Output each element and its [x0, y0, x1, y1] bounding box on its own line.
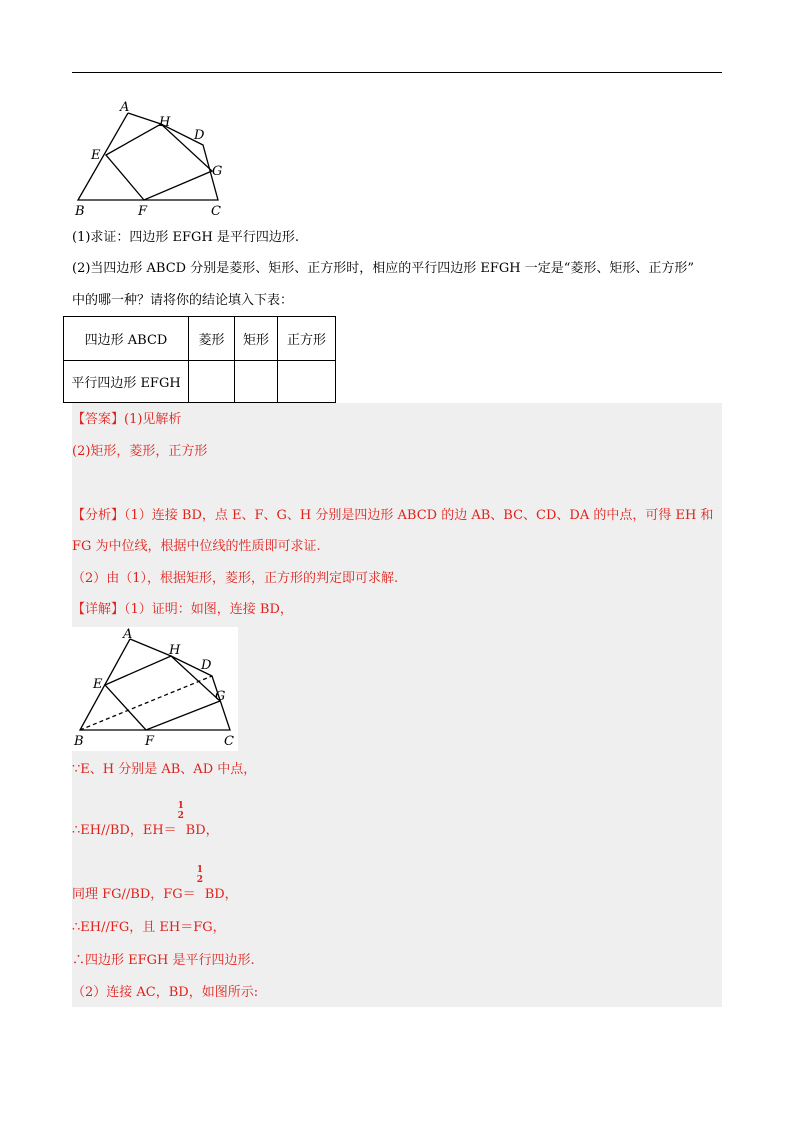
- analysis-line-1: [72, 507, 713, 525]
- table-empty-cell[interactable]: [235, 361, 278, 403]
- label-D: D: [194, 128, 205, 143]
- analysis-line-3: （2）由（1），根据矩形，菱形，正方形的判定即可求解.: [72, 571, 399, 586]
- fraction-denominator: 2: [177, 811, 184, 821]
- label-B: B: [74, 734, 84, 749]
- label-D: D: [201, 658, 212, 673]
- label-G: G: [212, 164, 223, 179]
- label-E: E: [91, 148, 101, 163]
- table-header-cell: 菱形: [189, 317, 235, 361]
- detail-step-5: ∴四边形 EFGH 是平行四边形.: [72, 953, 255, 968]
- label-B: B: [75, 204, 85, 219]
- header-rule: [72, 72, 722, 73]
- table-header-cell: 正方形: [278, 317, 336, 361]
- answer-tag: 【答案】: [72, 412, 125, 427]
- label-A: A: [120, 100, 130, 115]
- answer-part-2: (2)矩形，菱形，正方形: [72, 444, 208, 459]
- detail-step-3: [72, 865, 238, 904]
- label-H: H: [159, 115, 171, 130]
- analysis-tag: 【分析】: [72, 508, 125, 523]
- detail-step-6: （2）连接 AC，BD，如图所示:: [72, 985, 259, 1000]
- question-part-1: (1)求证：四边形 EFGH 是平行四边形.: [72, 230, 300, 245]
- detail-step-1: ∵E、H 分别是 AB、AD 中点，: [72, 762, 257, 777]
- table-row-label: 平行四边形 EFGH: [64, 361, 189, 403]
- detail-step-3-text: 同理 FG//BD，FG＝: [72, 887, 196, 902]
- answer-part-1: (1)见解析: [124, 412, 182, 427]
- table-row: [64, 361, 336, 403]
- quadrilateral-figure-2: [72, 627, 238, 751]
- label-F: F: [145, 734, 155, 749]
- table-header-cell: 矩形: [235, 317, 278, 361]
- table-row: [64, 317, 336, 361]
- detail-step-2-text: ∴EH//BD，EH＝: [72, 823, 177, 838]
- detail-line-1: [72, 601, 293, 619]
- detail-step-3-end: BD，: [204, 887, 238, 902]
- table-header-cell: 四边形 ABCD: [64, 317, 189, 361]
- quadrilateral-figure-1: [72, 96, 232, 220]
- detail-step-2: [72, 801, 219, 840]
- fraction-one-half: [196, 865, 205, 904]
- fraction-one-half: [177, 801, 186, 840]
- analysis-line-2: FG 为中位线，根据中位线的性质即可求证.: [72, 539, 321, 554]
- answer-line-1: [72, 411, 181, 429]
- fraction-numerator: 1: [177, 801, 184, 811]
- detail-intro: （1）证明：如图，连接 BD，: [124, 602, 293, 617]
- label-H: H: [169, 643, 181, 658]
- label-C: C: [224, 734, 234, 749]
- label-G: G: [215, 689, 226, 704]
- table-empty-cell[interactable]: [278, 361, 336, 403]
- detail-step-4: ∴EH//FG，且 EH＝FG，: [72, 920, 226, 935]
- fraction-numerator: 1: [196, 865, 203, 875]
- detail-tag: 【详解】: [72, 602, 125, 617]
- label-F: F: [138, 204, 148, 219]
- fraction-denominator: 2: [196, 875, 203, 885]
- question-part-2-line-2: 中的哪一种？请将你的结论填入下表：: [72, 293, 294, 308]
- table-empty-cell[interactable]: [189, 361, 235, 403]
- detail-step-2-end: BD，: [185, 823, 219, 838]
- question-part-2-line-1: (2)当四边形 ABCD 分别是菱形、矩形、正方形时，相应的平行四边形 EFGH 一定是“菱形、矩形、正方形”: [72, 261, 695, 276]
- label-A: A: [123, 627, 133, 642]
- analysis-text-1: （1）连接 BD，点 E、F、G、H 分别是四边形 ABCD 的边 AB、BC、CD、DA 的中点，可得 EH 和: [124, 508, 714, 523]
- label-E: E: [93, 677, 103, 692]
- label-C: C: [211, 204, 221, 219]
- answer-table: [63, 316, 336, 403]
